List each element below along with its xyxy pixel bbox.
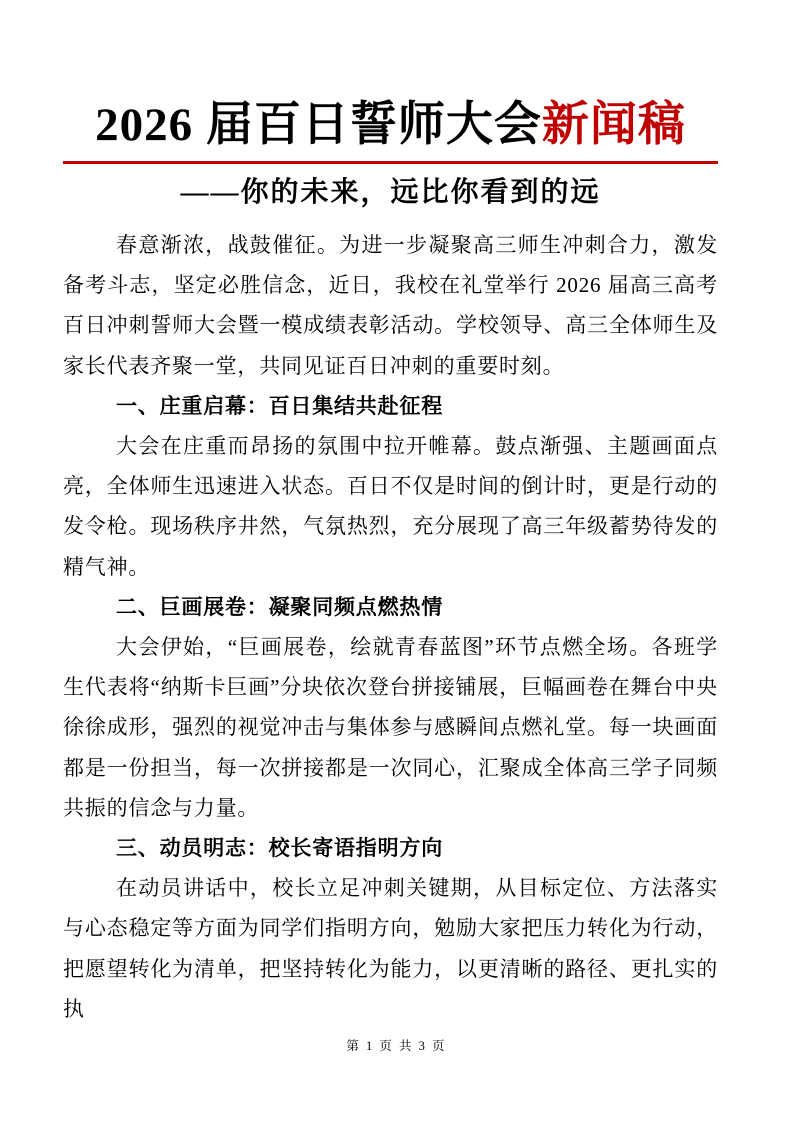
page-number-footer: 第 1 页 共 3 页 <box>346 1039 447 1053</box>
document-subtitle: ——你的未来，远比你看到的远 <box>180 177 601 208</box>
section3-heading: 三、动员明志：校长寄语指明方向 <box>116 836 443 861</box>
document-title <box>63 96 718 154</box>
intro-paragraph: 春意渐浓，战鼓催征。为进一步凝聚高三师生冲刺合力，激发备考斗志，坚定必胜信念，近日，我校在礼堂举行 2026 届高三高考百日冲刺誓师大会暨一模成绩表彰活动。学校领导、高三全体师生及家长代表齐聚一堂，共同见证百日冲刺的重要时刻。 <box>63 233 718 378</box>
document-body <box>63 225 718 1029</box>
section3-paragraph: 在动员讲话中，校长立足冲刺关键期，从目标定位、方法落实与心态稳定等方面为同学们指明方向，勉励大家把压力转化为行动，把愿望转化为清单，把坚持转化为能力，以更清晰的路径、更扎实的执 <box>63 876 718 1021</box>
section2-heading: 二、巨画展卷：凝聚同频点燃热情 <box>116 594 443 619</box>
title-highlight-text: 新闻稿 <box>541 99 686 151</box>
title-underline-rule <box>63 161 718 164</box>
section1-paragraph: 大会在庄重而昂扬的氛围中拉开帷幕。鼓点渐强、主题画面点亮，全体师生迅速进入状态。百日不仅是时间的倒计时，更是行动的发令枪。现场秩序井然，气氛热烈，充分展现了高三年级蓄势待发的精气神。 <box>63 434 718 579</box>
title-main-text: 2026 届百日誓师大会 <box>95 99 542 151</box>
section1-heading: 一、庄重启幕：百日集结共赴征程 <box>116 393 443 418</box>
section2-paragraph: 大会伊始，“巨画展卷，绘就青春蓝图”环节点燃全场。各班学生代表将“纳斯卡巨画”分块依次登台拼接铺展，巨幅画卷在舞台中央徐徐成形，强烈的视觉冲击与集体参与感瞬间点燃礼堂。每一块画面都是一份担当，每一次拼接都是一次同心，汇聚成全体高三学子同频共振的信念与力量。 <box>63 635 718 820</box>
